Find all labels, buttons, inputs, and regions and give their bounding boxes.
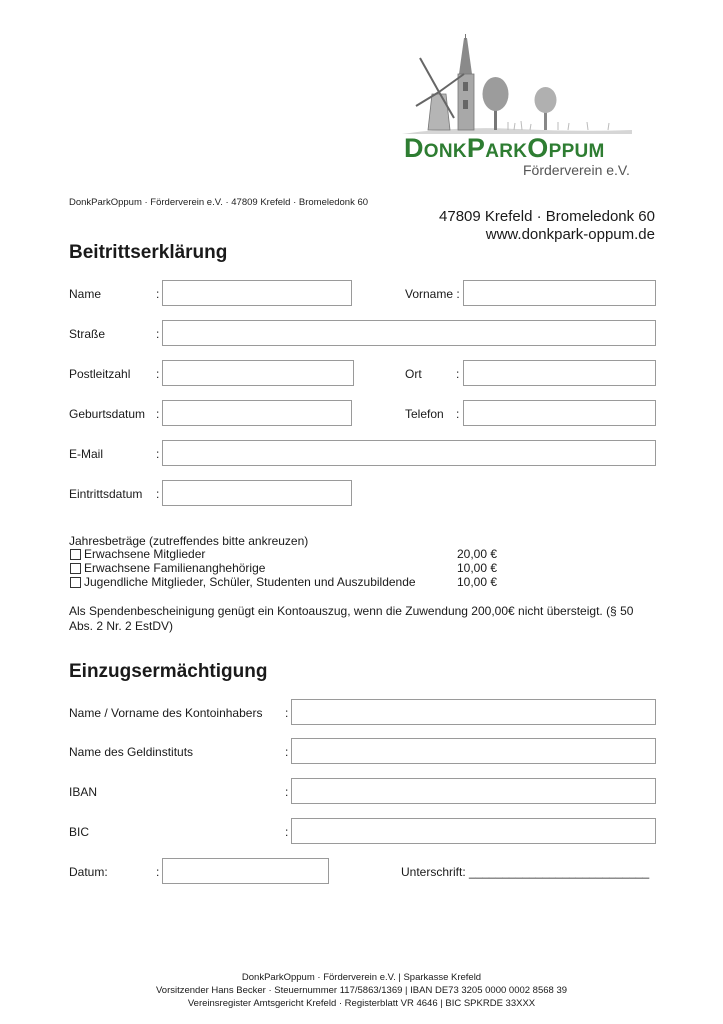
colon: : xyxy=(156,447,160,461)
fee-label: Erwachsene Familienanghehörige xyxy=(84,561,266,575)
church-windmill-trees-logo-icon xyxy=(398,34,634,138)
strasse-input[interactable] xyxy=(162,320,656,346)
footer-line-2: Vorsitzender Hans Becker · Steuernummer 117/5863/1369 | IBAN DE73 3205 0000 0002 8568 39 xyxy=(155,985,568,996)
geldinstitut-label: Name des Geldinstituts xyxy=(69,745,194,759)
plz-label: Postleitzahl xyxy=(69,367,131,381)
colon: : xyxy=(285,785,289,799)
vorname-input[interactable] xyxy=(463,280,656,306)
telefon-input[interactable] xyxy=(463,400,656,426)
email-label: E-Mail xyxy=(69,447,104,461)
colon: : xyxy=(456,367,460,381)
name-label: Name xyxy=(69,287,102,301)
sender-line: DonkParkOppum · Förderverein e.V. · 47809 Krefeld · Bromeledonk 60 xyxy=(69,197,369,208)
colon: : xyxy=(456,407,460,421)
telefon-label: Telefon xyxy=(405,407,444,421)
colon: : xyxy=(156,865,160,879)
colon: : xyxy=(156,407,160,421)
kontoinhaber-input[interactable] xyxy=(291,699,656,725)
colon: : xyxy=(285,825,289,839)
colon: : xyxy=(285,745,289,759)
fee-amount: 20,00 € xyxy=(457,547,498,561)
name-input[interactable] xyxy=(162,280,352,306)
email-input[interactable] xyxy=(162,440,656,466)
address-line: 47809 Krefeld · Bromeledonk 60 xyxy=(439,208,655,225)
vorname-label: Vorname : xyxy=(405,287,460,301)
logo-title: DonkParkOppum xyxy=(404,133,605,163)
fee-checkbox-family[interactable] xyxy=(70,563,81,574)
fee-label: Erwachsene Mitglieder xyxy=(84,547,206,561)
colon: : xyxy=(156,367,160,381)
iban-input[interactable] xyxy=(291,778,656,804)
fee-checkbox-adults[interactable] xyxy=(70,549,81,560)
website: www.donkpark-oppum.de xyxy=(485,226,655,243)
datum-label: Datum: xyxy=(69,865,108,879)
ort-label: Ort xyxy=(405,367,422,381)
strasse-label: Straße xyxy=(69,327,106,341)
footer-line-1: DonkParkOppum · Förderverein e.V. | Sparkasse Krefeld xyxy=(241,972,482,983)
colon: : xyxy=(156,287,160,301)
eintrittsdatum-label: Eintrittsdatum xyxy=(69,487,143,501)
eintrittsdatum-input[interactable] xyxy=(162,480,352,506)
plz-input[interactable] xyxy=(162,360,354,386)
logo-subtitle: Förderverein e.V. xyxy=(523,162,630,178)
iban-label: IBAN xyxy=(69,785,98,799)
colon: : xyxy=(156,327,160,341)
colon: : xyxy=(285,706,289,720)
geldinstitut-input[interactable] xyxy=(291,738,656,764)
mandate-title: Einzugsermächtigung xyxy=(69,661,268,682)
bic-input[interactable] xyxy=(291,818,656,844)
datum-input[interactable] xyxy=(162,858,329,884)
kontoinhaber-label: Name / Vorname des Kontoinhabers xyxy=(69,706,263,720)
fee-amount: 10,00 € xyxy=(457,561,498,575)
bic-label: BIC xyxy=(69,825,90,839)
geburtsdatum-label: Geburtsdatum xyxy=(69,407,146,421)
fees-heading: Jahresbeträge (zutreffendes bitte ankreuzen) xyxy=(69,534,309,548)
fee-checkbox-youth[interactable] xyxy=(70,577,81,588)
footer-line-3: Vereinsregister Amtsgericht Krefeld · Registerblatt VR 4646 | BIC SPKRDE 33XXX xyxy=(187,998,536,1009)
fee-amount: 10,00 € xyxy=(457,575,498,589)
ort-input[interactable] xyxy=(463,360,656,386)
colon: : xyxy=(156,487,160,501)
fee-label: Jugendliche Mitglieder, Schüler, Studenten und Auszubildende xyxy=(84,575,416,589)
signature-line[interactable]: Unterschrift: ___________________________ xyxy=(401,865,650,879)
donation-note: Als Spendenbescheinigung genügt ein Kontoauszug, wenn die Zuwendung 200,00€ nicht übersteigt. (§ 50 xyxy=(69,604,634,618)
geburtsdatum-input[interactable] xyxy=(162,400,352,426)
donation-note-cont: Abs. 2 Nr. 2 EstDV) xyxy=(69,619,174,633)
membership-title: Beitrittserklärung xyxy=(69,242,228,263)
